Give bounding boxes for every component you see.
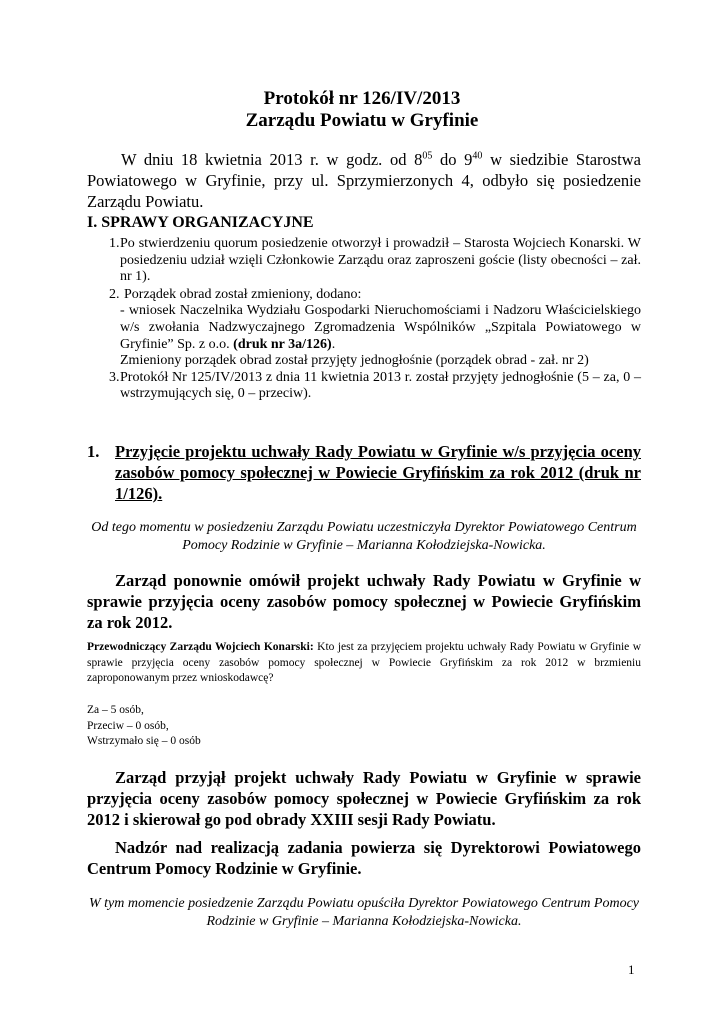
section-title: . SPRAWY ORGANIZACYJNE	[93, 214, 314, 231]
intro-time-end-minutes: 40	[472, 150, 483, 162]
attendance-note: Od tego momentu w posiedzeniu Zarządu Powiatu uczestniczyła Dyrektor Powiatowego Centrum Pomocy Rodzinie w Gryfinie – Marianna Kołodziejska-Nowicka.	[91, 520, 637, 553]
chair-question	[87, 640, 641, 687]
list-item	[87, 236, 641, 286]
list-item	[87, 370, 641, 403]
list-item-text: Po stwierdzeniu quorum posiedzenie otworzył i prowadził – Starosta Wojciech Konarski. W posiedzeniu udział wzięli Członkowie Zarządu oraz zaproszeni goście (listy obecności – zał. nr 1).	[120, 236, 641, 285]
list-item-text: Porządek obrad został zmieniony, dodano:	[124, 286, 362, 302]
page-number: 1	[628, 962, 635, 977]
vote-against: Przeciw – 0 osób,	[87, 719, 169, 732]
vote-results	[87, 703, 641, 750]
list-item-number: 1.	[109, 236, 120, 251]
list-item-number: 3.	[109, 369, 120, 385]
intro-time-start-minutes: 05	[422, 150, 433, 162]
list-item-text: Protokół Nr 125/IV/2013 z dnia 11 kwietnia 2013 r. został przyjęty jednogłośnie (5 – za, 0 – wstrzymujących się, 0 – przeciw).	[120, 369, 641, 402]
section-heading-organizational	[87, 214, 314, 232]
agenda-addition-print-ref: (druk nr 3a/126)	[233, 336, 332, 352]
chair-label: Przewodniczący Zarządu Wojciech Konarski:	[87, 641, 314, 653]
supervision-text: Nadzór nad realizacją zadania powierza się Dyrektorowi Powiatowego Centrum Pomocy Rodzinie w Gryfinie.	[87, 838, 641, 878]
intro-text-end: w siedzibie Starostwa Powiatowego w Gryfinie, przy ul. Sprzymierzonych 4, odbyło się posiedzenie Zarządu Powiatu.	[87, 150, 642, 211]
agenda-addition-end: .	[331, 336, 336, 352]
chair-question-text: Kto jest za przyjęciem projektu uchwały Rady Powiatu w Gryfinie w sprawie przyjęcia oceny zasobów pomocy społecznej w Powiecie Gryfińskim za rok 2012 w brzmieniu zaproponowanym przez wnioskodawcę?	[87, 641, 641, 684]
agenda-addition	[87, 303, 641, 353]
discussion-text: Zarząd ponownie omówił projekt uchwały Rady Powiatu w Gryfinie w sprawie przyjęcia oceny zasobów pomocy społecznej w Powiecie Gryfińskim za rok 2012.	[87, 571, 641, 632]
agenda-addition-text: - wniosek Naczelnika Wydziału Gospodarki Nieruchomościami i Nadzoru Właścicielskiego w/s zwołania Nadzwyczajnego Zgromadzenia Wspólników „Szpitala Powiatowego w Gryfinie” Sp. z o.o.	[120, 303, 641, 352]
list-item	[87, 287, 641, 304]
intro-text-start: W dniu 18 kwietnia 2013 r. w godz. od 8	[121, 150, 423, 169]
agenda-accepted-note: Zmieniony porządek obrad został przyjęty jednogłośnie (porządek obrad - zał. nr 2)	[120, 353, 589, 369]
organizational-list	[87, 236, 641, 403]
agenda-item-1	[87, 441, 641, 504]
supervision-paragraph	[87, 837, 641, 879]
departure-note: W tym momencie posiedzenie Zarządu Powiatu opuściła Dyrektor Powiatowego Centrum Pomocy Rodzinie w Gryfinie – Marianna Kołodziejska-Nowicka.	[88, 896, 640, 929]
agenda-item-title: Przyjęcie projektu uchwały Rady Powiatu w Gryfinie w/s przyjęcia oceny zasobów pomocy społecznej w Powiecie Gryfińskim za rok 2012 (druk nr 1/126).	[115, 442, 641, 503]
decision-paragraph	[87, 767, 641, 830]
protocol-subtitle: Zarządu Powiatu w Gryfinie	[245, 110, 479, 131]
section-numeral: I	[87, 214, 94, 231]
vote-for: Za – 5 osób,	[87, 704, 144, 716]
protocol-title: Protokół nr 126/IV/2013	[263, 88, 461, 109]
decision-text: Zarząd przyjął projekt uchwały Rady Powiatu w Gryfinie w sprawie przyjęcia oceny zasobów pomocy społecznej w Powiecie Gryfińskim za rok 2012 i skierował go pod obrady XXIII sesji Rady Powiatu.	[87, 768, 641, 829]
discussion-paragraph	[87, 570, 641, 633]
intro-paragraph	[87, 149, 641, 212]
vote-abstained: Wstrzymało się – 0 osób	[87, 735, 201, 747]
intro-text-mid: do 9	[432, 150, 473, 169]
agenda-item-number: 1.	[87, 442, 100, 461]
list-item-number: 2.	[109, 286, 120, 302]
